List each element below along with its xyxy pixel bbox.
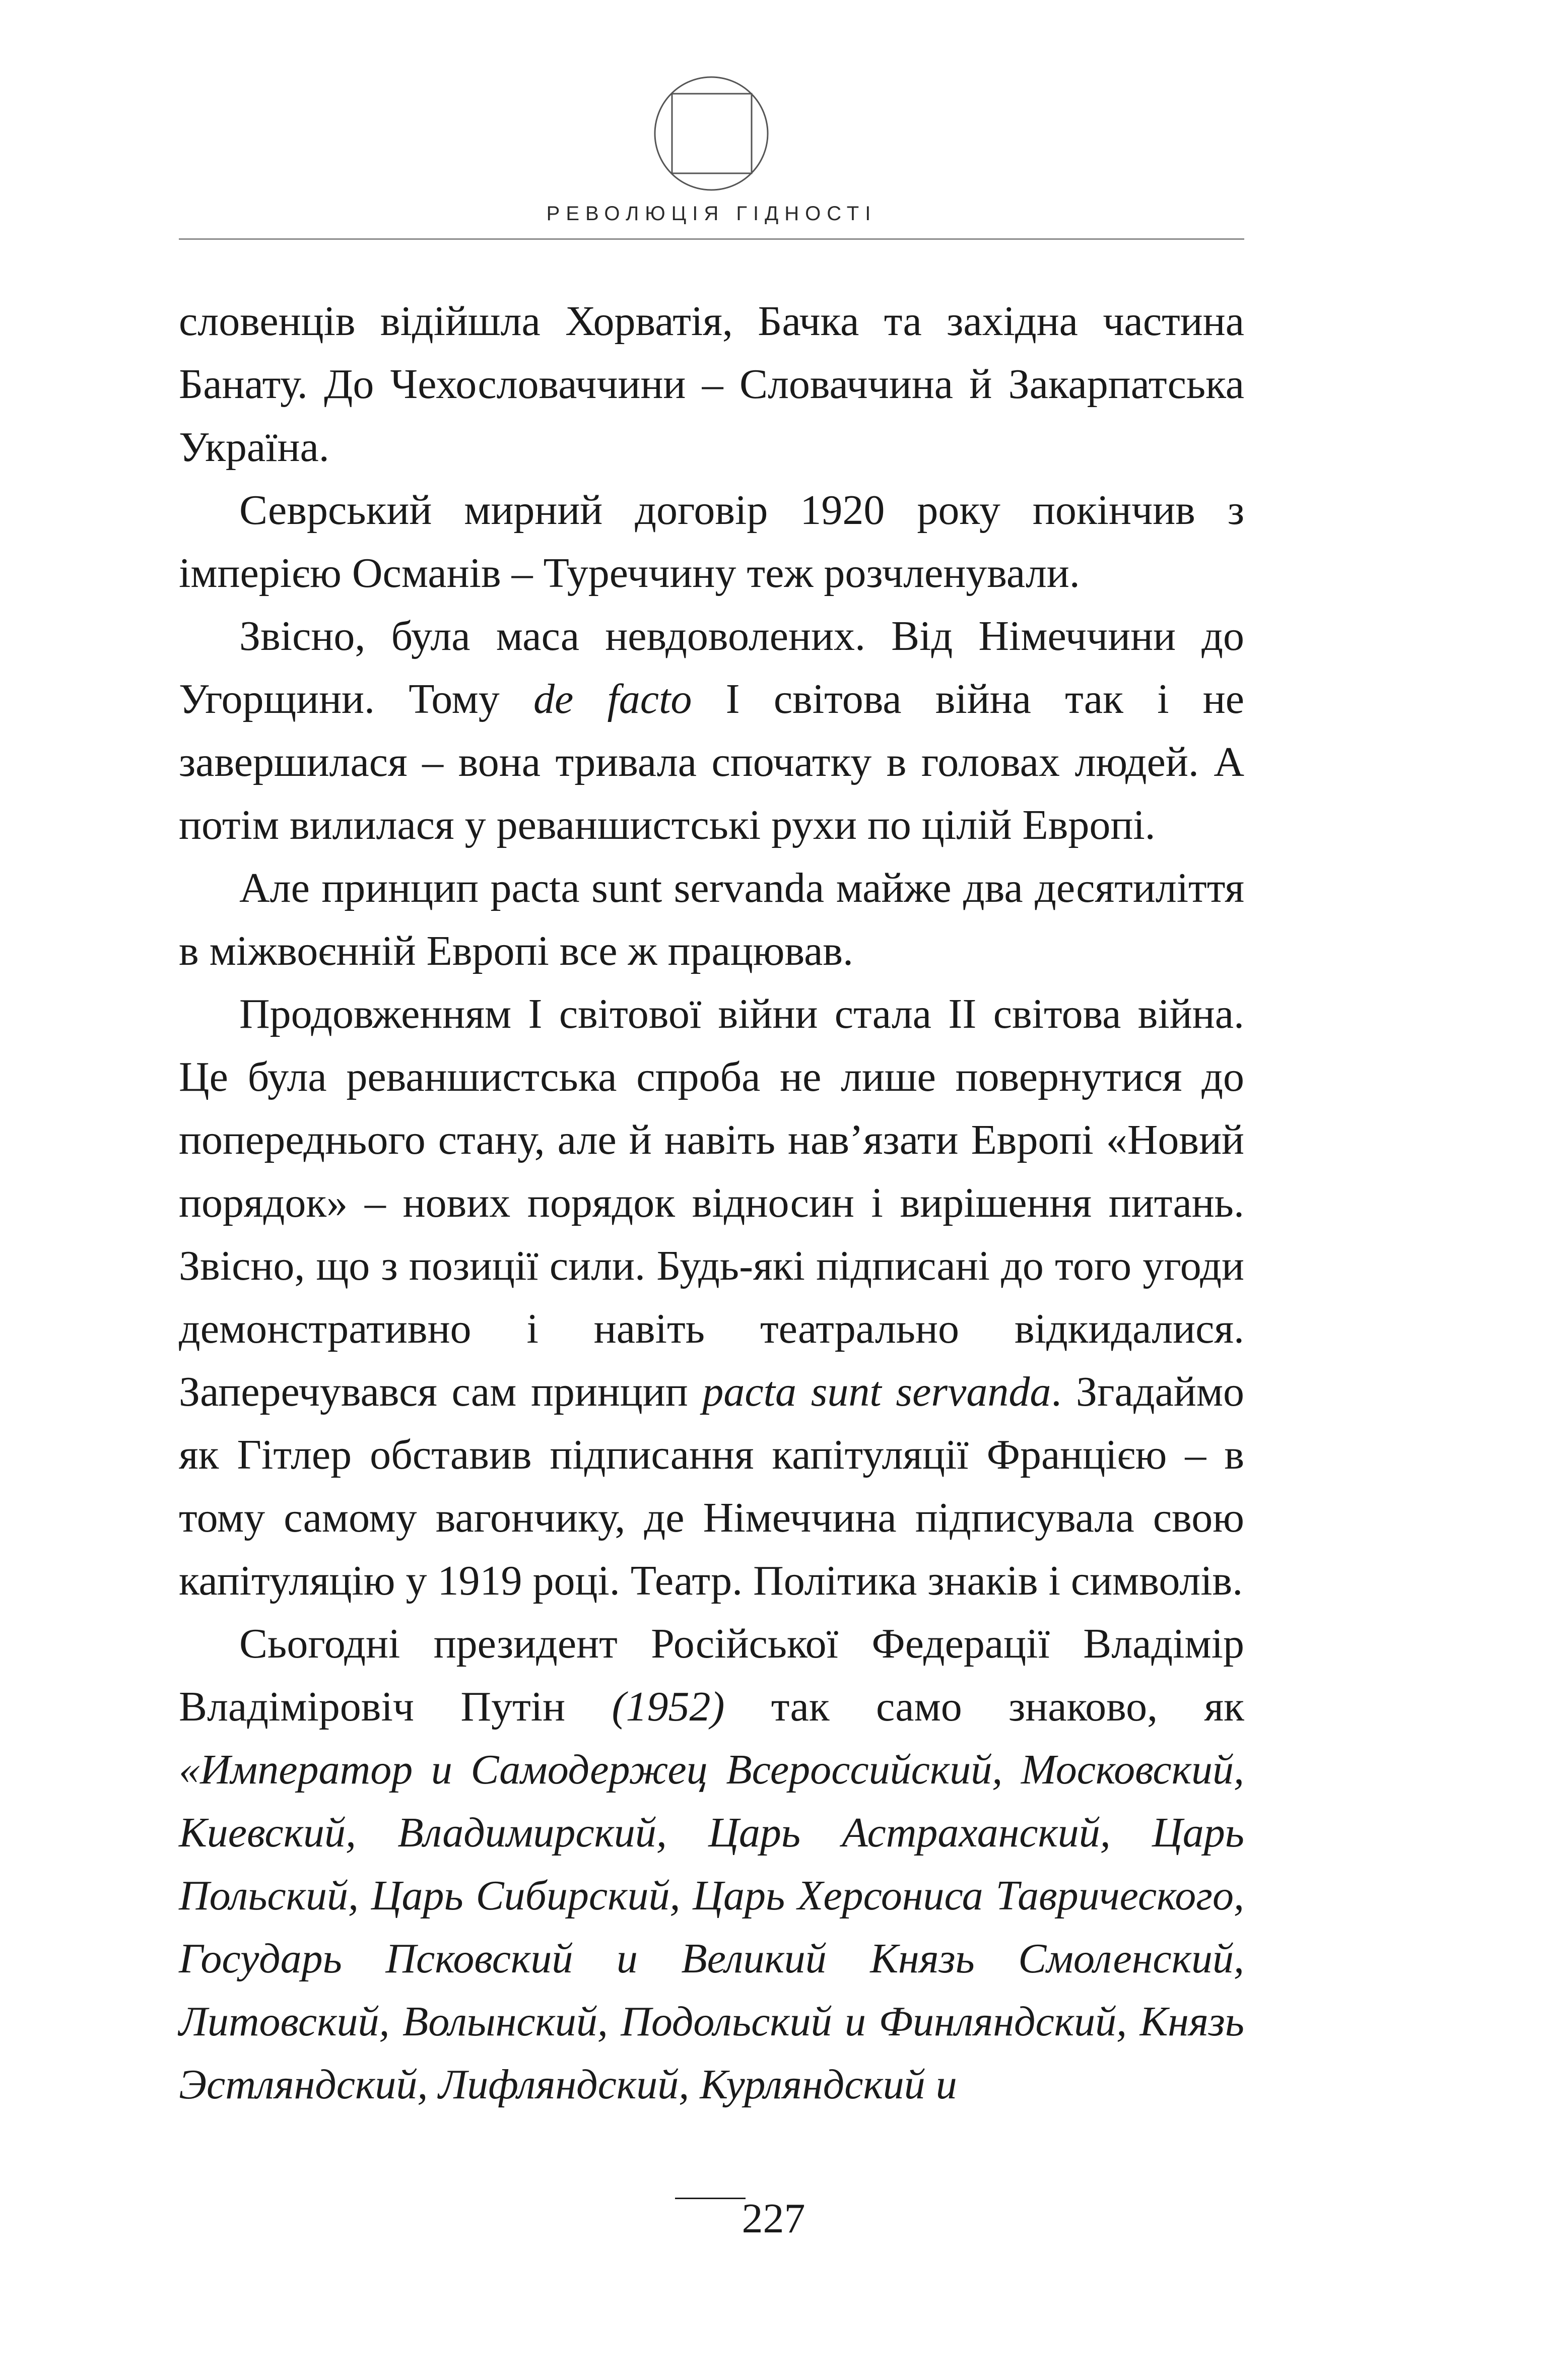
paragraph [179,856,1244,982]
paragraph-text: Звісно, була маса невдоволених. Від Німеччини до Угорщини. Тому [179,613,1244,722]
paragraph [179,290,1244,479]
italic-year: (1952) [612,1683,725,1730]
paragraph [179,982,1244,1612]
paragraph-text: так само знаково, як [724,1683,1244,1730]
circle-square-logo-icon [650,71,773,196]
page-number: 227 [742,2195,805,2242]
italic-term: de facto [533,676,692,722]
page-body [179,290,1244,2116]
italic-quote: «Император и Самодержец Всероссийский, Московский, Киевский, Владимирский, Царь Астраханский, Царь Польский, Царь Сибирский, Царь Херсониса Таврического, Государь Псковский и Великий Князь Смоленский, Литовский, Волынский, Подольский и Финляндский, Князь Эстляндский, Лифляндский, Курляндский и [179,1746,1244,2108]
paragraph-text: Севрський мирний договір 1920 року покінчив з імперією Османів – Туреччину теж розчленували. [179,487,1244,597]
paragraph [179,605,1244,856]
paragraph-text: I світова війна так і не завершилася – вона тривала спочатку в головах людей. А потім вилилася у реваншистські рухи по цілій Европі. [179,676,1244,848]
paragraph-text: Сьогодні президент Російської Федерації Владімір Владіміровіч Путін [179,1620,1244,1730]
paragraph-text: словенців відійшла Хорватія, Бачка та західна частина Банату. До Чехословаччини – Словаччина й Закарпатська Україна. [179,298,1244,471]
paragraph-text: . Згадаймо як Гітлер обставив підписання капітуляції Францією – в тому самому вагончику, де Німеччина підписувала свою капітуляцію у 1919 році. Театр. Політика знаків і символів. [179,1368,1244,1604]
paragraph [179,1612,1244,2116]
paragraph-text: Але принцип pacta sunt servanda майже два десятиліття в міжвоєнній Европі все ж працював. [179,865,1244,974]
paragraph-text: Продовженням I світової війни стала II світова війна. Це була реваншистська спроба не лише повернутися до попереднього стану, але й навіть нав’язати Европі «Новий порядок» – нових порядок відносин і вирішення питань. Звісно, що з позиції сили. Будь-які підписані до того угоди демонстративно і навіть театрально відкидалися. Заперечувався сам принцип [179,990,1244,1415]
page-header [179,71,1244,242]
running-header-title: РЕВОЛЮЦІЯ ГІДНОСТІ [546,203,877,225]
header-divider [179,238,1244,240]
italic-term: pacta sunt servanda [702,1368,1051,1415]
paragraph [179,479,1244,605]
